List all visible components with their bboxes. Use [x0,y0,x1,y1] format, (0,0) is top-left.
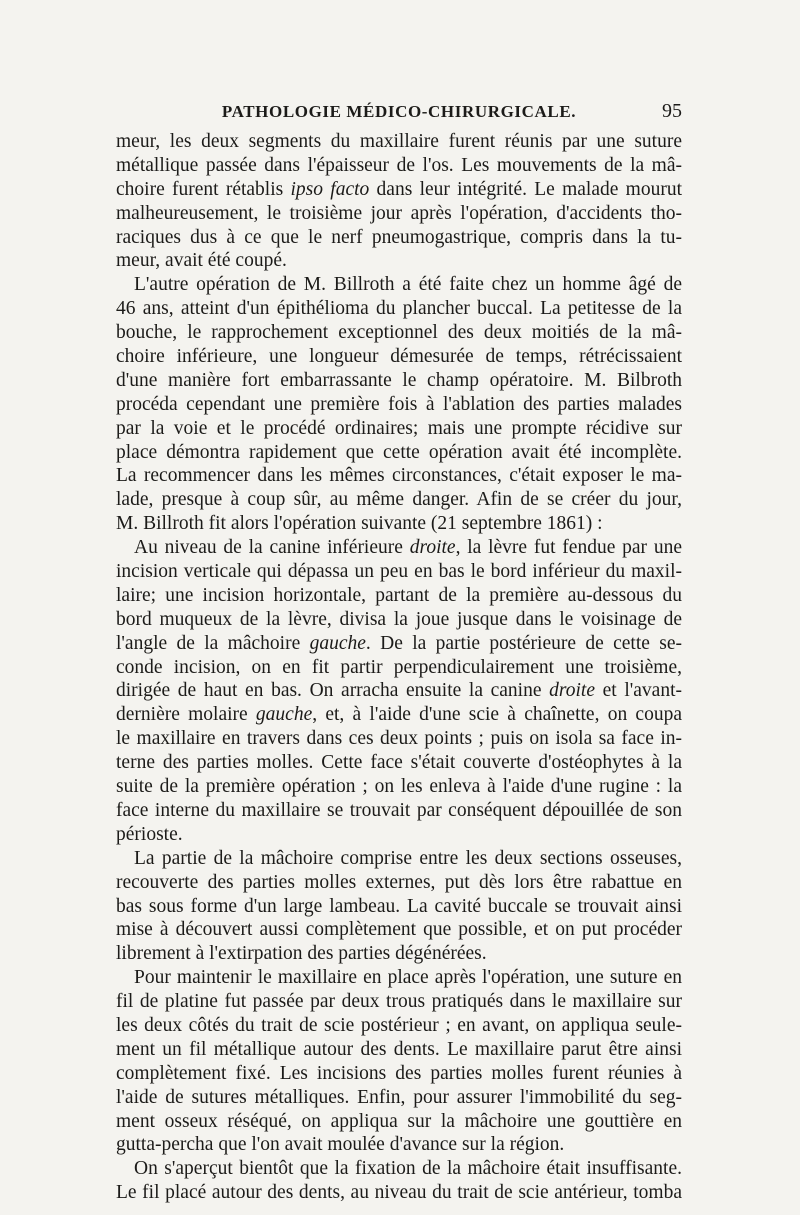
text-line: incision verticale qui dépassa un peu en bas le bord inférieur du maxil- [116,561,682,583]
page-number: 95 [662,100,682,122]
text-line: terne des parties molles. Cette face s'était couverte d'ostéophytes à la [116,752,682,774]
text-line: l'aide de sutures métalliques. Enfin, pour assurer l'immobilité du seg- [116,1086,682,1108]
text-line: La partie de la mâchoire comprise entre les deux sections osseuses, [134,847,682,869]
text-line: par la voie et le procédé ordinaires; mais une prompte récidive sur [116,417,682,439]
text-line: conde incision, on en fit partir perpendiculairement une troisième, [116,656,682,678]
text-line: l'angle de la mâchoire gauche. De la partie postérieure de cette se- [116,632,682,654]
text-line: Le fil placé autour des dents, au niveau du trait de scie antérieur, tomba [116,1182,682,1204]
paragraph [116,847,682,966]
text-line: On s'aperçut bientôt que la fixation de la mâchoire était insuffisante. [134,1158,682,1180]
text-line: laire; une incision horizontale, partant de la première au-dessous du [116,584,682,606]
text-line: fil de platine fut passée par deux trous pratiqués dans le maxillaire sur [116,991,682,1013]
text-line: recouverte des parties molles externes, put dès lors être rabattue en [116,871,682,893]
text-line: librement à l'extirpation des parties dégénérées. [116,943,487,965]
paragraph [116,130,682,273]
text-line: L'autre opération de M. Billroth a été faite chez un homme âgé de [134,274,682,296]
text-line: Pour maintenir le maxillaire en place après l'opération, une suture en [134,967,682,989]
paragraph [116,273,682,536]
text-line: malheureusement, le troisième jour après l'opération, d'accidents tho- [116,202,682,224]
page-header [116,100,682,126]
text-line: M. Billroth fit alors l'opération suivante (21 septembre 1861) : [116,513,603,535]
paragraph [116,1157,682,1205]
text-line: choire furent rétablis ipso facto dans leur intégrité. Le malade mourut [116,178,683,200]
text-line: gutta-percha que l'on avait moulée d'avance sur la région. [116,1134,565,1156]
text-line: bord muqueux de la lèvre, divisa la joue jusque dans le voisinage de [116,608,682,630]
text-line: procéda cependant une première fois à l'ablation des parties malades [116,393,682,415]
text-line: ment osseux réséqué, on appliqua sur la mâchoire une gouttière en [116,1110,682,1132]
body-text [116,130,682,1205]
text-line: dernière molaire gauche, et, à l'aide d'une scie à chaînette, on coupa [116,704,682,726]
text-line: bouche, le rapprochement exceptionnel des deux moitiés de la mâ- [116,322,682,344]
text-line: La recommencer dans les mêmes circonstances, c'était exposer le ma- [116,465,682,487]
text-line: raciques dus à ce que le nerf pneumogastrique, compris dans la tu- [116,226,682,248]
text-line: d'une manière fort embarrassante le champ opératoire. M. Bilbroth [116,369,682,391]
text-line: meur, avait été coupé. [116,250,287,272]
text-line: Au niveau de la canine inférieure droite, la lèvre fut fendue par une [134,537,682,559]
text-line: choire inférieure, une longueur démesurée de temps, rétrécissaient [116,346,682,368]
text-line: place démontra rapidement que cette opération avait été incomplète. [116,441,682,463]
text-line: complètement fixé. Les incisions des parties molles furent réunies à [116,1062,682,1084]
text-line: ment un fil métallique autour des dents. Le maxillaire parut être ainsi [116,1038,682,1060]
text-line: meur, les deux segments du maxillaire furent réunis par une suture [116,131,682,152]
text-line: métallique passée dans l'épaisseur de l'os. Les mouvements de la mâ- [116,154,682,176]
text-line: suite de la première opération ; on les enleva à l'aide d'une rugine : la [116,776,682,798]
running-head: PATHOLOGIE MÉDICO-CHIRURGICALE. [221,102,577,121]
text-line: le maxillaire en travers dans ces deux points ; puis on isola sa face in- [116,728,682,750]
paragraph [116,966,682,1157]
text-line: dirigée de haut en bas. On arracha ensuite la canine droite et l'avant- [116,680,682,702]
text-line: mise à découvert aussi complètement que possible, et on put procéder [116,919,682,941]
text-line: les deux côtés du trait de scie postérieur ; en avant, on appliqua seule- [116,1014,682,1036]
text-line: lade, presque à coup sûr, au même danger. Afin de se créer du jour, [116,489,682,511]
text-line: bas sous forme d'un large lambeau. La cavité buccale se trouvait ainsi [116,895,682,917]
text-line: face interne du maxillaire se trouvait par conséquent dépouillée de son [116,799,682,821]
text-line: 46 ans, atteint d'un épithélioma du plancher buccal. La petitesse de la [116,298,682,320]
text-line: périoste. [116,823,183,845]
paragraph [116,536,682,847]
